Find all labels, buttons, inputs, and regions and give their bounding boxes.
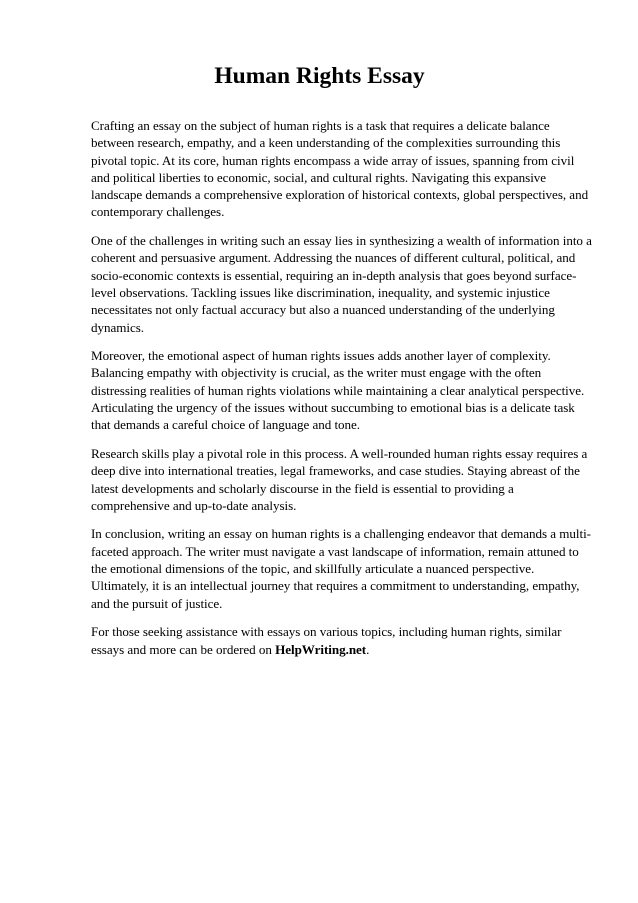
document-title: Human Rights Essay [214,63,425,89]
closing-end: . [366,641,370,657]
paragraph-challenges: One of the challenges in writing such an essay lies in synthesizing a wealth of information into a coherent and persuasive argument. Addressing the nuances of different cultural, political, and socio-economic contexts is essential, requiring an in-depth analysis that goes beyond surface-level observations. Tackling issues like discrimination, inequality, and systemic injustice necessitates not only factual accuracy but also a nuanced understanding of the underlying dynamics. [91,233,592,335]
paragraph-research-skills: Research skills play a pivotal role in this process. A well-rounded human rights essay requires a deep dive into international treaties, legal frameworks, and case studies. Staying abreast of the latest developments and scholarly discourse in the field is essential to providing a comprehensive and up-to-date analysis. [91,445,588,513]
closing-text: For those seeking assistance with essays on various topics, including human rights, similar essays and more can be ordered on [91,624,562,657]
paragraph-intro: Crafting an essay on the subject of human rights is a task that requires a delicate balance between research, empathy, and a keen understanding of the complexities surrounding this pivotal topic. At its core, human rights encompass a wide array of issues, spanning from civil and political liberties to economic, social, and cultural rights. Navigating this expansive landscape demands a comprehensive exploration of historical contexts, global perspectives, and contemporary challenges. [91,118,589,220]
paragraph-conclusion: In conclusion, writing an essay on human rights is a challenging endeavor that demands a multi-faceted approach. The writer must navigate a vast landscape of information, remain attuned to the emotional dimensions of the topic, and skillfully articulate a nuanced perspective. Ultimately, it is an intellectual journey that requires a commitment to understanding, empathy, and the pursuit of justice. [91,526,591,611]
paragraph-closing [91,623,592,658]
helpwriting-link[interactable]: HelpWriting.net [275,641,367,657]
paragraph-emotional-aspect: Moreover, the emotional aspect of human rights issues adds another layer of complexity. Balancing empathy with objectivity is crucial, as the writer must engage with the often distressing realities of human rights violations while maintaining a clear analytical perspective. Articulating the urgency of the issues without succumbing to emotional bias is a delicate task that demands a careful choice of language and tone. [91,348,585,433]
